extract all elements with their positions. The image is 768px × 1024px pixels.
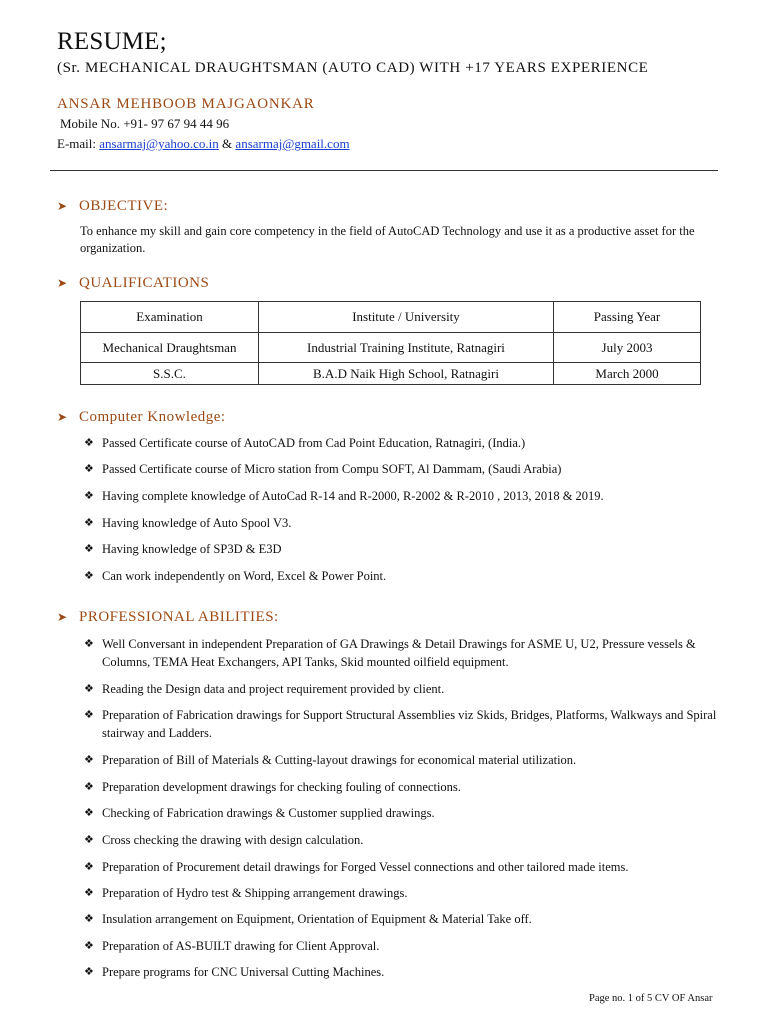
diamond-bullet-icon: ❖: [84, 490, 94, 502]
table-header-cell: Passing Year: [554, 302, 701, 333]
list-item: [84, 963, 724, 981]
email-separator: &: [218, 136, 236, 151]
table-cell: July 2003: [554, 333, 701, 363]
list-item: [84, 635, 724, 671]
list-item-text: Can work independently on Word, Excel & Power Point.: [102, 569, 387, 583]
objective-heading-label: OBJECTIVE:: [79, 198, 169, 214]
section-heading-qualifications: [57, 275, 209, 292]
diamond-bullet-icon: ❖: [84, 543, 94, 555]
diamond-bullet-icon: ❖: [84, 437, 94, 449]
diamond-bullet-icon: ❖: [84, 807, 94, 819]
list-item-text: Preparation development drawings for checking fouling of connections.: [102, 780, 461, 794]
list-item-text: Preparation of Procurement detail drawings for Forged Vessel connections and other tailored made items.: [102, 860, 629, 874]
list-item: [84, 680, 724, 698]
diamond-bullet-icon: ❖: [84, 913, 94, 925]
diamond-bullet-icon: ❖: [84, 683, 94, 695]
list-item: [84, 567, 724, 585]
table-cell: March 2000: [554, 363, 701, 385]
diamond-bullet-icon: ❖: [84, 861, 94, 873]
objective-text: To enhance my skill and gain core competency in the field of AutoCAD Technology and use it as a productive asset for the organization.: [80, 224, 695, 255]
list-item-text: Cross checking the drawing with design calculation.: [102, 833, 364, 847]
list-item: [84, 858, 724, 876]
list-item-text: Insulation arrangement on Equipment, Orientation of Equipment & Material Take off.: [102, 912, 532, 926]
list-item-text: Well Conversant in independent Preparation of GA Drawings & Detail Drawings for ASME U, U2, Pressure vessels & Columns, TEMA Heat Exchangers, API Tanks, Skid mounted oilfield equipment.: [102, 637, 696, 669]
list-item: [84, 751, 724, 769]
list-item-text: Having knowledge of Auto Spool V3.: [102, 516, 292, 530]
table-cell: S.S.C.: [81, 363, 259, 385]
list-item-text: Having knowledge of SP3D & E3D: [102, 542, 282, 556]
diamond-bullet-icon: ❖: [84, 781, 94, 793]
page-footer: Page no. 1 of 5 CV OF Ansar: [589, 993, 713, 1004]
list-item-text: Preparation of Hydro test & Shipping arrangement drawings.: [102, 886, 408, 900]
list-item-text: Preparation of Bill of Materials & Cutting-layout drawings for economical material utilization.: [102, 753, 577, 767]
arrow-bullet-icon: ➤: [57, 199, 68, 213]
list-item: [84, 804, 724, 822]
list-item: [84, 434, 724, 452]
computer-heading-label: Computer Knowledge:: [79, 409, 226, 425]
arrow-bullet-icon: ➤: [57, 610, 68, 624]
list-item: [84, 706, 724, 742]
qualifications-table: [80, 301, 701, 385]
list-item: [84, 884, 724, 902]
diamond-bullet-icon: ❖: [84, 463, 94, 475]
email-line: [57, 136, 350, 152]
list-item-text: Having complete knowledge of AutoCad R-14 and R-2000, R-2002 & R-2010 , 2013, 2018 & 2019.: [102, 489, 604, 503]
qualifications-heading-label: QUALIFICATIONS: [79, 275, 210, 291]
list-item-text: Passed Certificate course of Micro station from Compu SOFT, Al Dammam, (Saudi Arabia): [102, 462, 562, 476]
diamond-bullet-icon: ❖: [84, 570, 94, 582]
list-item: [84, 831, 724, 849]
list-item-text: Preparation of Fabrication drawings for Support Structural Assemblies viz Skids, Bridges, Platforms, Walkways and Spiral stairway and Ladders.: [102, 708, 717, 740]
email-link-yahoo[interactable]: ansarmaj@yahoo.co.in: [99, 136, 219, 151]
list-item-text: Passed Certificate course of AutoCAD from Cad Point Education, Ratnagiri, (India.): [102, 436, 526, 450]
list-item: [84, 937, 724, 955]
arrow-bullet-icon: ➤: [57, 410, 68, 424]
resume-title: RESUME;: [57, 28, 167, 55]
table-header-row: [81, 302, 701, 333]
section-heading-professional-abilities: [57, 609, 279, 626]
candidate-name: ANSAR MEHBOOB MAJGAONKAR: [57, 96, 315, 112]
list-item: [84, 460, 724, 478]
diamond-bullet-icon: ❖: [84, 517, 94, 529]
list-item: [84, 487, 724, 505]
resume-subtitle: (Sr. MECHANICAL DRAUGHTSMAN (AUTO CAD) WITH +17 YEARS EXPERIENCE: [57, 60, 649, 76]
table-row: [81, 333, 701, 363]
list-item: [84, 540, 724, 558]
table-cell: B.A.D Naik High School, Ratnagiri: [259, 363, 554, 385]
diamond-bullet-icon: ❖: [84, 638, 94, 650]
diamond-bullet-icon: ❖: [84, 709, 94, 721]
diamond-bullet-icon: ❖: [84, 887, 94, 899]
table-header-cell: Institute / University: [259, 302, 554, 333]
email-label: E-mail:: [57, 136, 100, 151]
list-item: [84, 910, 724, 928]
section-heading-computer-knowledge: [57, 409, 226, 426]
diamond-bullet-icon: ❖: [84, 966, 94, 978]
table-cell: Mechanical Draughtsman: [81, 333, 259, 363]
header-divider: [50, 170, 718, 171]
list-item-text: Checking of Fabrication drawings & Customer supplied drawings.: [102, 806, 435, 820]
arrow-bullet-icon: ➤: [57, 276, 68, 290]
list-item-text: Preparation of AS-BUILT drawing for Client Approval.: [102, 939, 380, 953]
list-item: [84, 514, 724, 532]
diamond-bullet-icon: ❖: [84, 754, 94, 766]
abilities-heading-label: PROFESSIONAL ABILITIES:: [79, 609, 279, 625]
mobile-number: Mobile No. +91- 97 67 94 44 96: [60, 116, 230, 131]
list-item-text: Reading the Design data and project requirement provided by client.: [102, 682, 445, 696]
list-item-text: Prepare programs for CNC Universal Cutting Machines.: [102, 965, 385, 979]
table-row: [81, 363, 701, 385]
diamond-bullet-icon: ❖: [84, 940, 94, 952]
table-header-cell: Examination: [81, 302, 259, 333]
table-cell: Industrial Training Institute, Ratnagiri: [259, 333, 554, 363]
email-link-gmail[interactable]: ansarmaj@gmail.com: [235, 136, 350, 151]
diamond-bullet-icon: ❖: [84, 834, 94, 846]
section-heading-objective: [57, 198, 168, 215]
list-item: [84, 778, 724, 796]
